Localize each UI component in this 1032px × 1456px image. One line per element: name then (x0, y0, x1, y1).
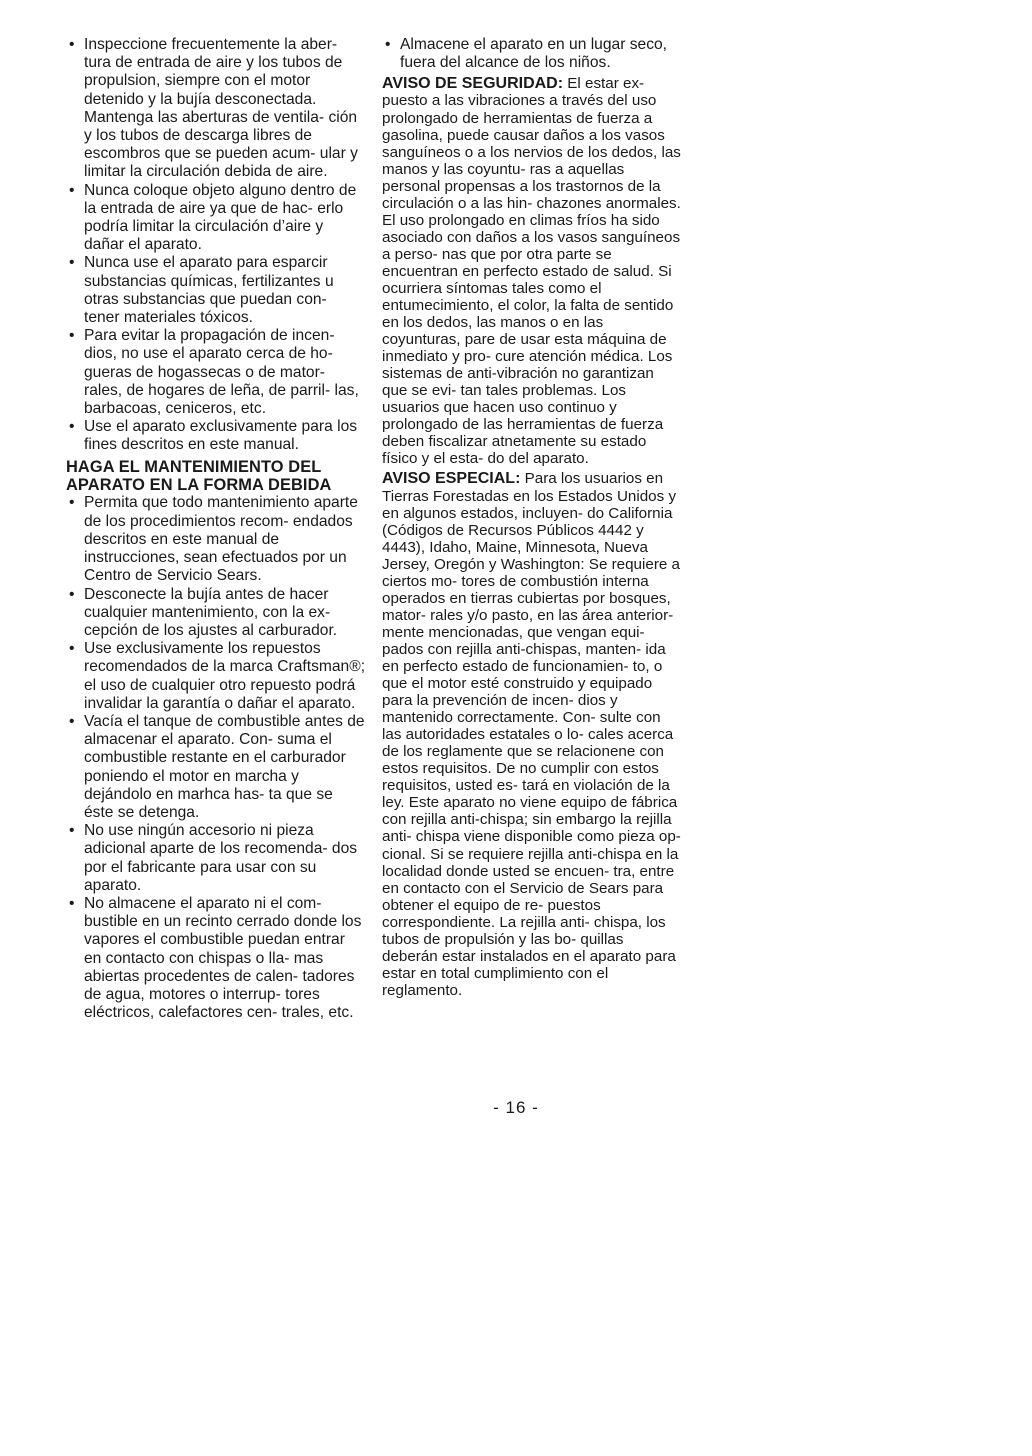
maintenance-list (66, 494, 366, 1022)
list-item: • No use ningún accesorio ni pieza adicional aparte de los recomenda- dos por el fabricante para usar con su aparato. (66, 822, 366, 895)
list-item: • Para evitar la propagación de incen- dios, no use el aparato cerca de ho- gueras de hogassecas o de mator- rales, de hogares de leña, de parril- las, barbacoas, ceniceros, etc. (66, 327, 366, 418)
left-column (66, 36, 366, 1022)
special-notice (382, 470, 682, 998)
list-item: • Inspeccione frecuentemente la aber- tura de entrada de aire y los tubos de propulsion, siempre con el motor detenido y la bujía desconectada. Mantenga las aberturas de ventila- ción y los tubos de descarga libres de escombros que se pueden acum- ular y limitar la circulación debida de aire. (66, 36, 366, 182)
list-item: • Permita que todo mantenimiento aparte de los procedimientos recom- endados descritos en este manual de instrucciones, sean efectuados por un Centro de Servicio Sears. (66, 494, 366, 585)
list-item: • Use exclusivamente los repuestos recomendados de la marca Craftsman®; el uso de cualquier otro repuesto podrá invalidar la garantía o dañar el aparato. (66, 640, 366, 713)
list-item: • Desconecte la bujía antes de hacer cualquier mantenimiento, con la ex- cepción de los ajustes al carburador. (66, 586, 366, 641)
special-notice-label: AVISO ESPECIAL: (382, 470, 521, 488)
list-item: • Almacene el aparato en un lugar seco, fuera del alcance de los niños. (382, 36, 682, 72)
special-notice-text: Para los usuarios en Tierras Forestadas en los Estados Unidos y en algunos estados, incluyen- do California (Códigos de Recursos Públicos 4442 y 4443), Idaho, Maine, Minnesota, Nueva Jersey, Oregón y Washington: Se requiere a ciertos mo- tores de combustión interna operados en tierras cubiertas por bosques, mator- rales y/o pasto, en las área anterior- mente mencionadas, que vengan equi- pados con rejilla anti-chispas, manten- ida en perfecto estado de funcionamien- to, o que el motor esté construido y equipado para la prevención de incen- dios y mantenido correctamente. Con- sulte con las autoridades estatales o lo- cales acerca de los reglamente que se relacionene con estos requisitos. De no cumplir con estos requisitos, usted es- tará en violación de la ley. Este aparato no viene equipo de fábrica con rejilla anti-chispa; sin embargo la rejilla anti- chispa viene disponible como pieza op- cional. Si se requiere rejilla anti-chispa en la localidad donde usted se encuen- tra, entre en contacto con el Servicio de Sears para obtener el equipo de re- puestos correspondiente. La rejilla anti- chispa, los tubos de propulsión y las bo- quillas deberán estar instalados en el aparato para estar en total cumplimiento con el reglamento. (382, 470, 681, 999)
list-item: • Nunca use el aparato para esparcir substancias químicas, fertilizantes u otras substancias que puedan con- tener materiales tóxicos. (66, 254, 366, 327)
list-item: • Vacía el tanque de combustible antes de almacenar el aparato. Con- suma el combustible restante en el carburador poniendo el motor en marcha y dejándolo en marhca has- ta que se éste se detenga. (66, 713, 366, 822)
storage-list (382, 36, 682, 72)
section-heading (66, 458, 366, 495)
safety-notice (382, 75, 682, 467)
section-heading-line-2: APARATO EN LA FORMA DEBIDA (66, 476, 332, 495)
safety-notice-label: AVISO DE SEGURIDAD: (382, 75, 564, 93)
right-column (382, 36, 682, 999)
list-item: • Nunca coloque objeto alguno dentro de la entrada de aire ya que de hac- erlo podría limitar la circulación d’aire y dañar el aparato. (66, 182, 366, 255)
list-item: • Use el aparato exclusivamente para los fines descritos en este manual. (66, 418, 366, 454)
section-heading-line-1: HAGA EL MANTENIMIENTO DEL (66, 457, 322, 476)
page-number: - 16 - (493, 1098, 539, 1117)
safety-list-top (66, 36, 366, 455)
safety-notice-text: El estar ex- puesto a las vibraciones a través del uso prolongado de herramientas de fuerza a gasolina, puede causar daños a los vasos sanguíneos o a los nervios de los dedos, las manos y las coyuntu- ras a aquellas personal propensas a los trastornos de la circulación o a las hin- chazones anormales. El uso prolongado en climas fríos ha sido asociado con daños a los vasos sanguíneos a perso- nas que por otra parte se encuentran en perfecto estado de salud. Si ocurriera síntomas tales como el entumecimiento, el color, la falta de sentido en los dedos, las manos o en las coyunturas, pare de usar esta máquina de inmediato y pro- cure atención médica. Los sistemas de anti-vibración no garantizan que se evi- tan tales problemas. Los usuarios que hacen uso continuo y prolongado de las herramientas de fuerza deben fiscalizar atnetamente su estado físico y el esta- do del aparato. (382, 75, 681, 468)
list-item: • No almacene el aparato ni el com- bustible en un recinto cerrado donde los vapores el combustible puedan entrar en contacto con chispas o lla- mas abiertas procedentes de calen- tadores de agua, motores o interrup- tores eléctricos, calefactores cen- trales, etc. (66, 895, 366, 1022)
